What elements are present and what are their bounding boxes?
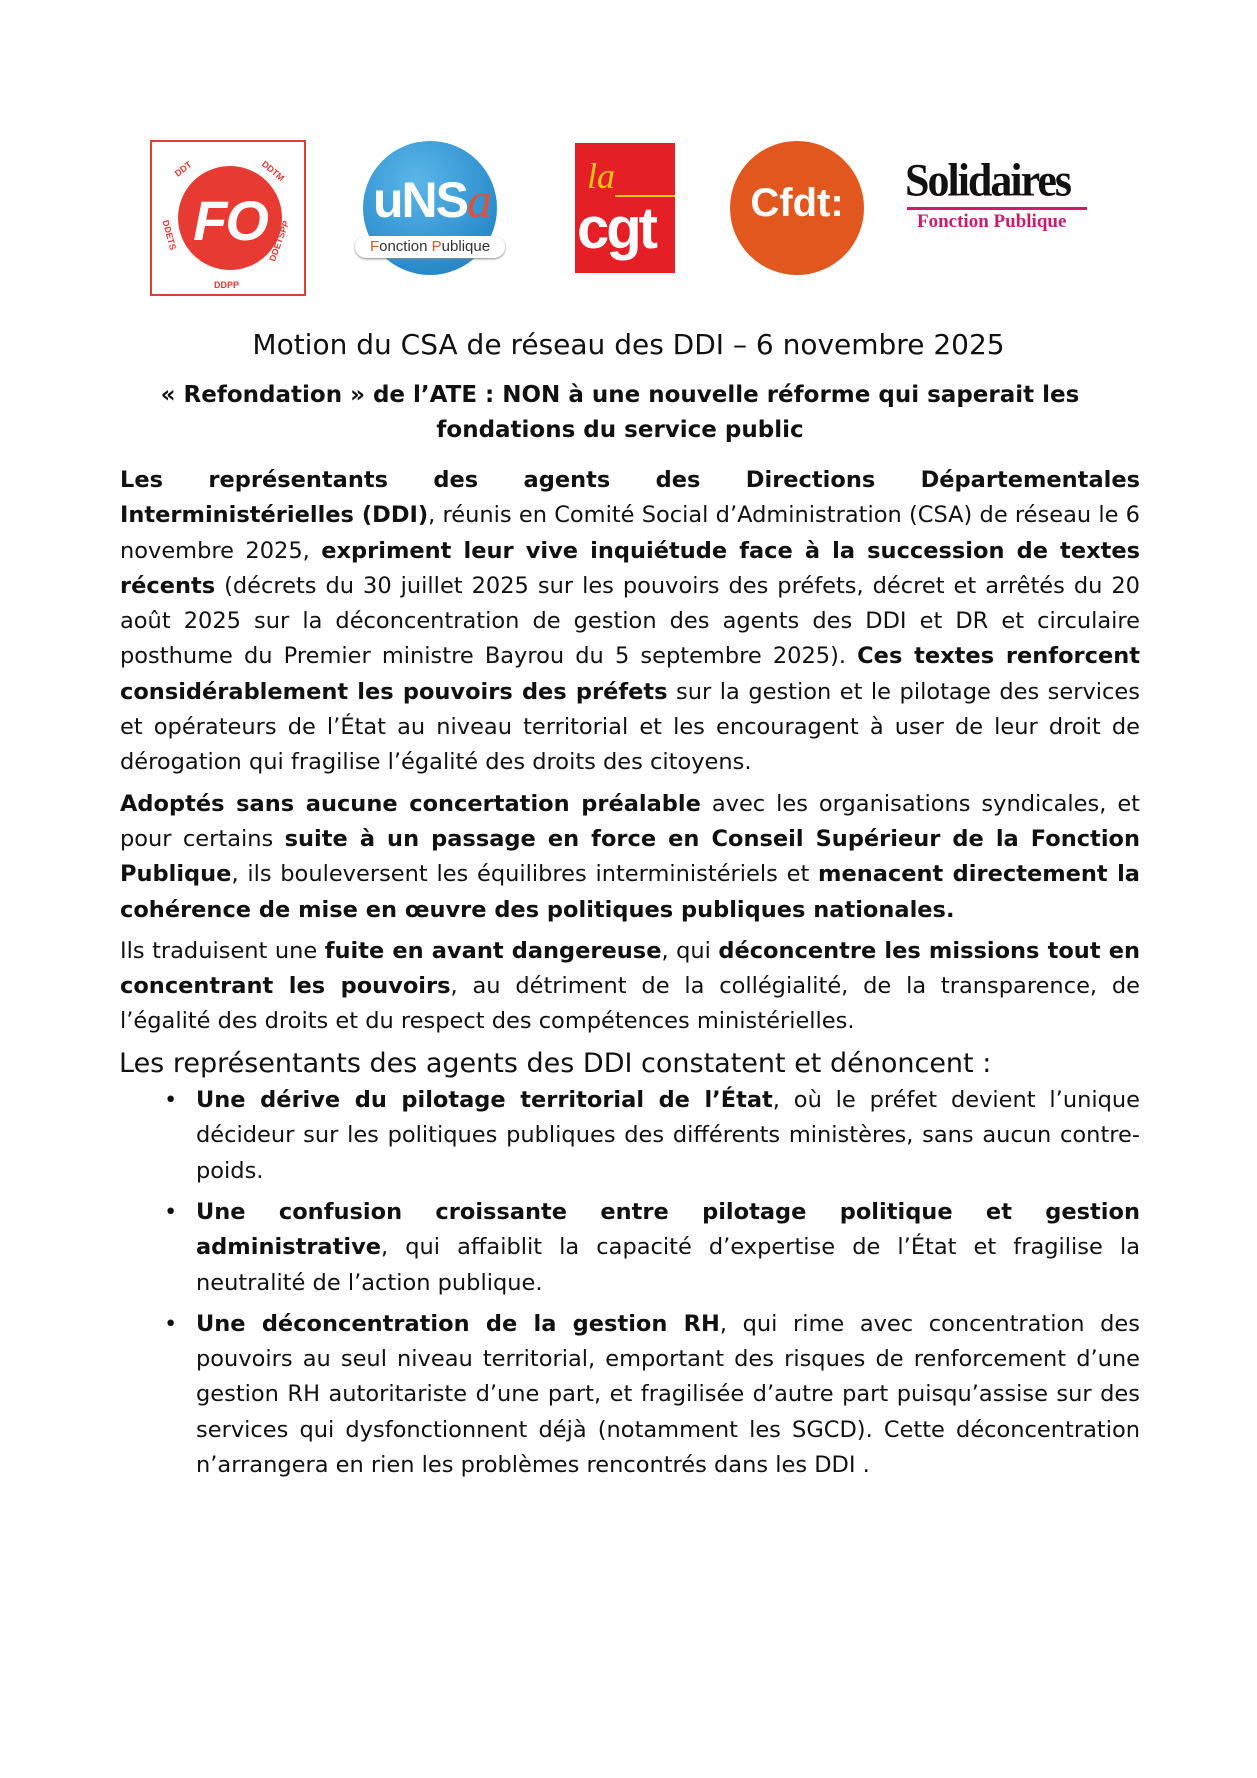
unsa-logo-text <box>373 171 490 229</box>
solidaires-logo-subtitle: Fonction Publique <box>917 211 1067 232</box>
cgt-logo-text: cgt <box>577 196 655 261</box>
fo-label-ddets: DDETS <box>160 218 179 252</box>
bold-run: Adoptés sans aucune concertation préalable <box>120 790 701 817</box>
unsa-accent: a <box>467 172 490 228</box>
bold-run: Ces textes renforcent considérablement les pouvoirs des préfets <box>120 643 1140 705</box>
fo-label-ddetspp: DDETSPP <box>267 219 292 263</box>
solidaires-logo <box>905 155 1105 235</box>
paragraph-2: Adoptés sans aucune concertation préalable avec les organisations syndicales, et pour certains suite à un passage en force en Conseil Supérieur de la Fonction Publique, ils bouleversent les équilibres interministériels et menacent directement la cohérence de mise en œuvre des politiques publiques nationales. <box>120 790 1141 923</box>
fo-logo <box>150 140 306 296</box>
unsa-band-f: F <box>369 238 380 255</box>
fo-label-ddpp: DDPP <box>214 280 240 290</box>
cfdt-logo <box>730 141 864 275</box>
bold-run: Une confusion croissante entre pilotage politique et gestion administrative <box>196 1198 1140 1261</box>
bold-run: Une déconcentration de la gestion RH <box>196 1310 720 1337</box>
paragraph-1: Les représentants des agents des Directions Départementales Interministérielles (DDI), réunis en Comité Social d’Administration (CSA) de réseau le 6 novembre 2025, expriment leur vive inquiétude face à la succession de textes récents (décrets du 30 juillet 2025 sur les pouvoirs des préfets, décret et arrêtés du 20 août 2025 sur la déconcentration de gestion des agents des DDI et DR et circulaire posthume du Premier ministre Bayrou du 5 septembre 2025). Ces textes renforcent considérablement les pouvoirs des préfets sur la gestion et le pilotage des services et opérateurs de l’État au niveau territorial et les encouragent à user de leur droit de dérogation qui fragilise l’égalité des droits des citoyens. <box>120 467 1140 776</box>
fo-label-ddtm: DDTM <box>259 158 287 184</box>
bold-run: Les représentants des agents des Directions Départementales Interministérielles (DDI) <box>120 467 1140 529</box>
section-heading: Les représentants des agents des DDI constatent et dénoncent : <box>119 1047 992 1079</box>
unsa-main: uNS <box>373 172 467 228</box>
bold-run: expriment leur vive inquiétude face à la succession de textes récents <box>120 537 1140 599</box>
bold-run: fuite en avant dangereuse <box>324 937 662 964</box>
paragraph-3: Ils traduisent une fuite en avant dangereuse, qui déconcentre les missions tout en concentrant les pouvoirs, au détriment de la collégialité, de la transparence, de l’égalité des droits et du respect des compétences ministérielles. <box>120 937 1140 1035</box>
unsa-logo <box>355 141 505 291</box>
list-item: • Une déconcentration de la gestion RH, qui rime avec concentration des pouvoirs au seul niveau territorial, emportant des risques de renforcement d’une gestion RH autoritariste d’une part, et fragilisée d’autre part puisqu’assise sur des services qui dysfonctionnent déjà (notamment les SGCD). Cette déconcentration n’arrangera en rien les problèmes rencontrés dans les DDI . <box>196 1307 1140 1483</box>
solidaires-logo-underline <box>907 207 1087 210</box>
bold-run: Une dérive du pilotage territorial de l’État <box>196 1087 773 1114</box>
list-item: • Une dérive du pilotage territorial de l’État, où le préfet devient l’unique décideur sur les politiques publiques des différents ministères, sans aucun contre-poids. <box>196 1083 1140 1189</box>
unsa-band-end: ublique <box>441 238 491 255</box>
document-body <box>120 463 1140 1489</box>
list-item: • Une confusion croissante entre pilotage politique et gestion administrative, qui affaiblit la capacité d’expertise de l’État et fragilise la neutralité de l’action publique. <box>196 1195 1140 1301</box>
motion-title: Motion du CSA de réseau des DDI – 6 novembre 2025 <box>252 328 1005 361</box>
bold-run: déconcentre les missions tout en concentrant les pouvoirs <box>120 937 1140 1000</box>
cgt-logo-la: la <box>587 156 616 196</box>
bold-run: suite à un passage en force en Conseil Supérieur de la Fonction Publique <box>120 825 1141 888</box>
motion-subtitle: « Refondation » de l’ATE : NON à une nouvelle réforme qui saperait les fondations du service public <box>160 382 1080 443</box>
union-logos-row <box>150 135 1130 295</box>
unsa-band-mid: onction <box>379 238 432 255</box>
fo-label-ddt: DDT <box>172 159 194 179</box>
denunciation-list <box>120 1083 1140 1483</box>
bold-run: menacent directement la cohérence de mise en œuvre des politiques publiques nationales. <box>120 861 1140 923</box>
unsa-logo-band <box>355 236 505 258</box>
fo-logo-circle <box>178 166 282 270</box>
solidaires-logo-text: Solidaires <box>905 154 1071 207</box>
cgt-logo <box>575 143 675 273</box>
cfdt-logo-text: Cfdt: <box>750 181 844 225</box>
unsa-band-p: P <box>431 238 442 255</box>
fo-logo-text: FO <box>193 189 267 252</box>
